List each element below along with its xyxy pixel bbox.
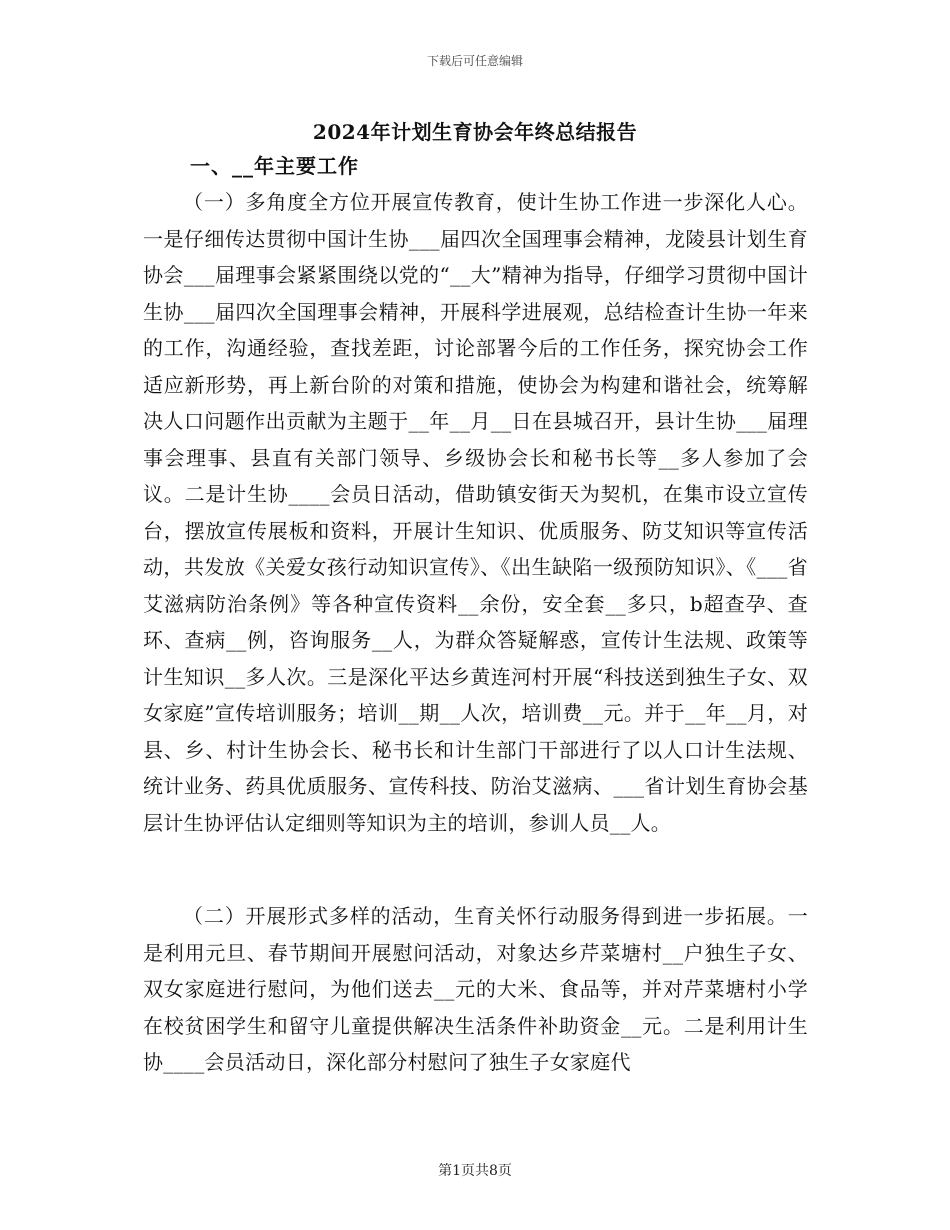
document-title: 2024年计划生育协会年终总结报告 xyxy=(312,120,638,144)
page-footer: 第1页共8页 xyxy=(438,1163,512,1179)
paragraph-2: （二）开展形式多样的活动，生育关怀行动服务得到进一步拓展。一是利用元旦、春节期间开展慰问活动，对象达乡芹菜塘村__户独生子女、双女家庭进行慰问，为他们送去__元的大米、食品等，并对芹菜塘村小学在校贫困学生和留守儿童提供解决生活条件补助资金__元。二是利用计生协____会员活动日，深化部分村慰问了独生子女家庭代 xyxy=(143,904,808,1074)
header-note: 下载后可任意编辑 xyxy=(426,54,523,68)
paragraph-1: （一）多角度全方位开展宣传教育，使计生协工作进一步深化人心。一是仔细传达贯彻中国计生协___届四次全国理事会精神，龙陵县计划生育协会___届理事会紧紧围绕以党的“__大”精神为指导，仔细学习贯彻中国计生协___届四次全国理事会精神，开展科学进展观，总结检查计生协一年来的工作，沟通经验，查找差距，讨论部署今后的工作任务，探究协会工作适应新形势，再上新台阶的对策和措施，使协会为构建和谐社会，统筹解决人口问题作出贡献为主题于__年__月__日在县城召开，县计生协___届理事会理事、县直有关部门领导、乡级协会长和秘书长等__多人参加了会议。二是计生协____会员日活动，借助镇安街天为契机，在集市设立宣传台，摆放宣传展板和资料，开展计生知识、优质服务、防艾知识等宣传活动，共发放《关爱女孩行动知识宣传》、《出生缺陷一级预防知识》、《___省艾滋病防治条例》等各种宣传资料__余份，安全套__多只，b超查孕、查环、查病__例，咨询服务__人，为群众答疑解惑，宣传计生法规、政策等计生知识__多人次。三是深化平达乡黄连河村开展“科技送到独生子女、双女家庭”宣传培训服务；培训__期__人次，培训费__元。并于__年__月，对县、乡、村计生协会长、秘书长和计生部门干部进行了以人口计生法规、统计业务、药具优质服务、宣传科技、防治艾滋病、___省计划生育协会基层计生协评估认定细则等知识为主的培训，参训人员__人。 xyxy=(143,190,808,835)
section-heading: 一、__年主要工作 xyxy=(190,154,359,178)
